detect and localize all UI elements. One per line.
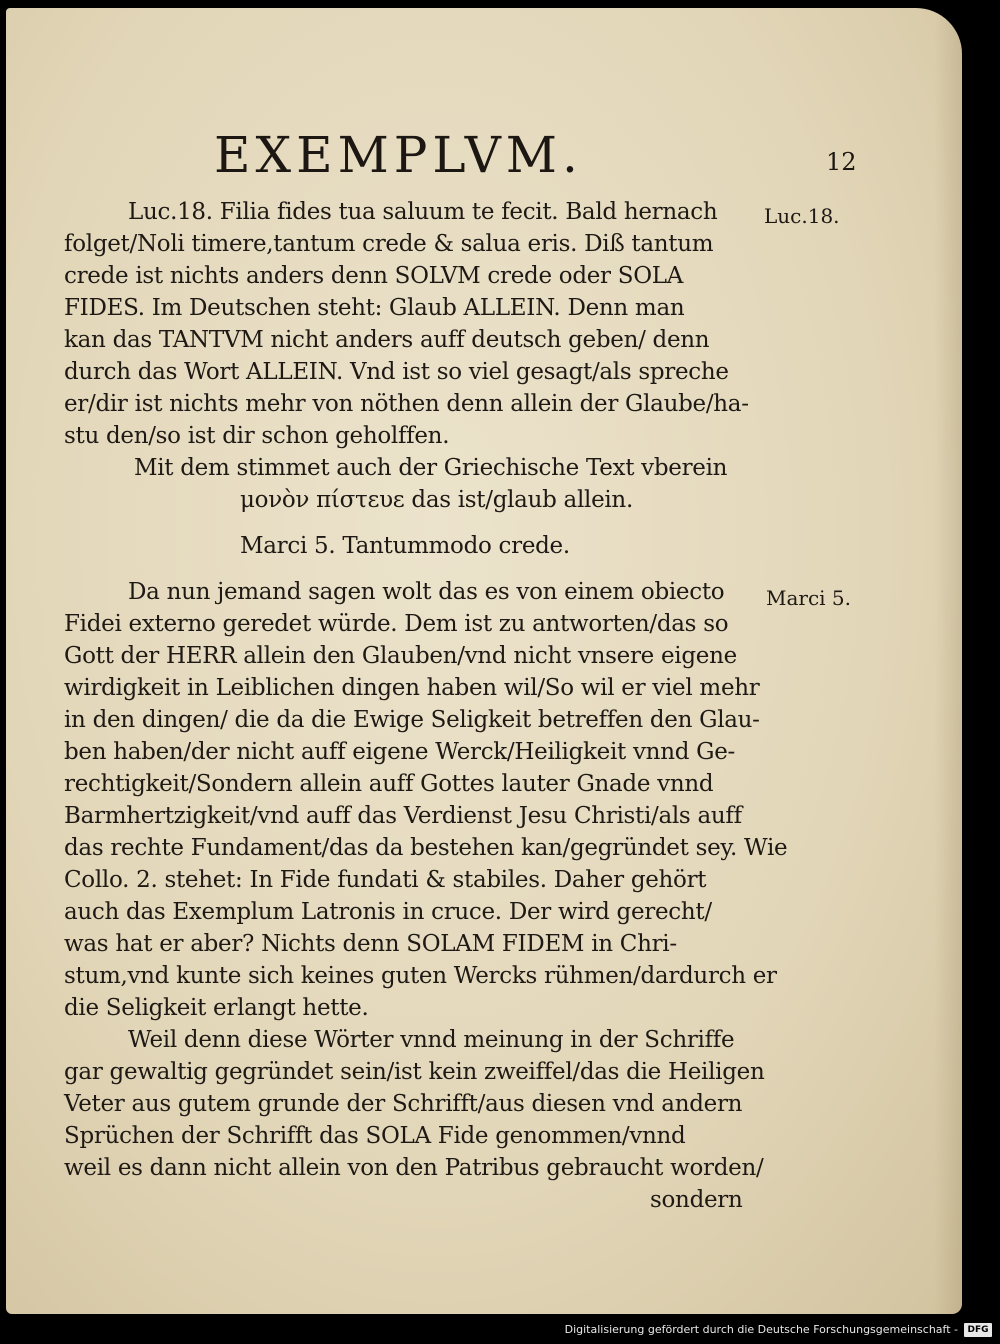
text-line: er/dir ist nichts mehr von nöthen denn allein der Glaube/ha- [64, 391, 749, 417]
text-line: folget/Noli timere,tantum crede & salua eris. Diß tantum [64, 231, 714, 257]
text-line: FIDES. Im Deutschen steht: Glaub ALLEIN. Denn man [64, 295, 685, 321]
text-line: Weil denn diese Wörter vnnd meinung in der Schriffe [128, 1027, 735, 1053]
text-line: Veter aus gutem grunde der Schrifft/aus diesen vnd andern [64, 1091, 743, 1117]
section-reference: Marci 5. Tantummodo crede. [240, 533, 570, 559]
page-heading: EXEMPLVM. [214, 126, 583, 184]
text-line: wirdigkeit in Leiblichen dingen haben wil/So wil er viel mehr [64, 675, 760, 701]
margin-note-luc: Luc.18. [764, 204, 840, 228]
body-text [64, 196, 788, 1216]
text-line: ben haben/der nicht auff eigene Werck/Heiligkeit vnnd Ge- [64, 739, 736, 765]
text-line: Luc.18. Filia fides tua saluum te fecit. Bald hernach [128, 199, 718, 225]
text-line: Barmhertzigkeit/vnd auff das Verdienst Jesu Christi/als auff [64, 803, 742, 829]
text-line: Sprüchen der Schrifft das SOLA Fide genommen/vnnd [64, 1123, 686, 1149]
margin-note-marci: Marci 5. [766, 586, 851, 610]
text-line: Fidei externo geredet würde. Dem ist zu antworten/das so [64, 611, 729, 637]
text-line: Da nun jemand sagen wolt das es von einem obiecto [128, 579, 725, 605]
text-line: stum,vnd kunte sich keines guten Wercks rühmen/dardurch er [64, 963, 777, 989]
dfg-logo-icon: DFG [964, 1323, 992, 1337]
text-line: was hat er aber? Nichts denn SOLAM FIDEM in Chri- [64, 931, 677, 957]
footer-bar [0, 1314, 1000, 1344]
text-line: in den dingen/ die da die Ewige Seligkeit betreffen den Glau- [64, 707, 760, 733]
folio-number: 12 [826, 148, 857, 176]
text-line: rechtigkeit/Sondern allein auff Gottes lauter Gnade vnnd [64, 771, 714, 797]
text-line: crede ist nichts anders denn SOLVM crede oder SOLA [64, 263, 684, 289]
text-line: weil es dann nicht allein von den Patribus gebraucht worden/ [64, 1155, 764, 1181]
funding-credit: Digitalisierung gefördert durch die Deutsche Forschungsgemeinschaft - [564, 1323, 958, 1336]
text-line: auch das Exemplum Latronis in cruce. Der wird gerecht/ [64, 899, 712, 925]
text-line: stu den/so ist dir schon geholffen. [64, 423, 450, 449]
text-line: die Seligkeit erlangt hette. [64, 995, 369, 1021]
book-page [6, 8, 962, 1314]
text-line: kan das TANTVM nicht anders auff deutsch geben/ denn [64, 327, 710, 353]
text-line: gar gewaltig gegründet sein/ist kein zweiffel/das die Heiligen [64, 1059, 765, 1085]
text-line: Collo. 2. stehet: In Fide fundati & stabiles. Daher gehört [64, 867, 707, 893]
text-line: μονὸν πίστευε das ist/glaub allein. [240, 487, 633, 513]
text-line: Mit dem stimmet auch der Griechische Text vberein [134, 455, 728, 481]
text-line: das rechte Fundament/das da bestehen kan/gegründet sey. Wie [64, 835, 788, 861]
text-line: Gott der HERR allein den Glauben/vnd nicht vnsere eigene [64, 643, 737, 669]
catchword: sondern [650, 1187, 743, 1213]
text-line: durch das Wort ALLEIN. Vnd ist so viel gesagt/als spreche [64, 359, 729, 385]
